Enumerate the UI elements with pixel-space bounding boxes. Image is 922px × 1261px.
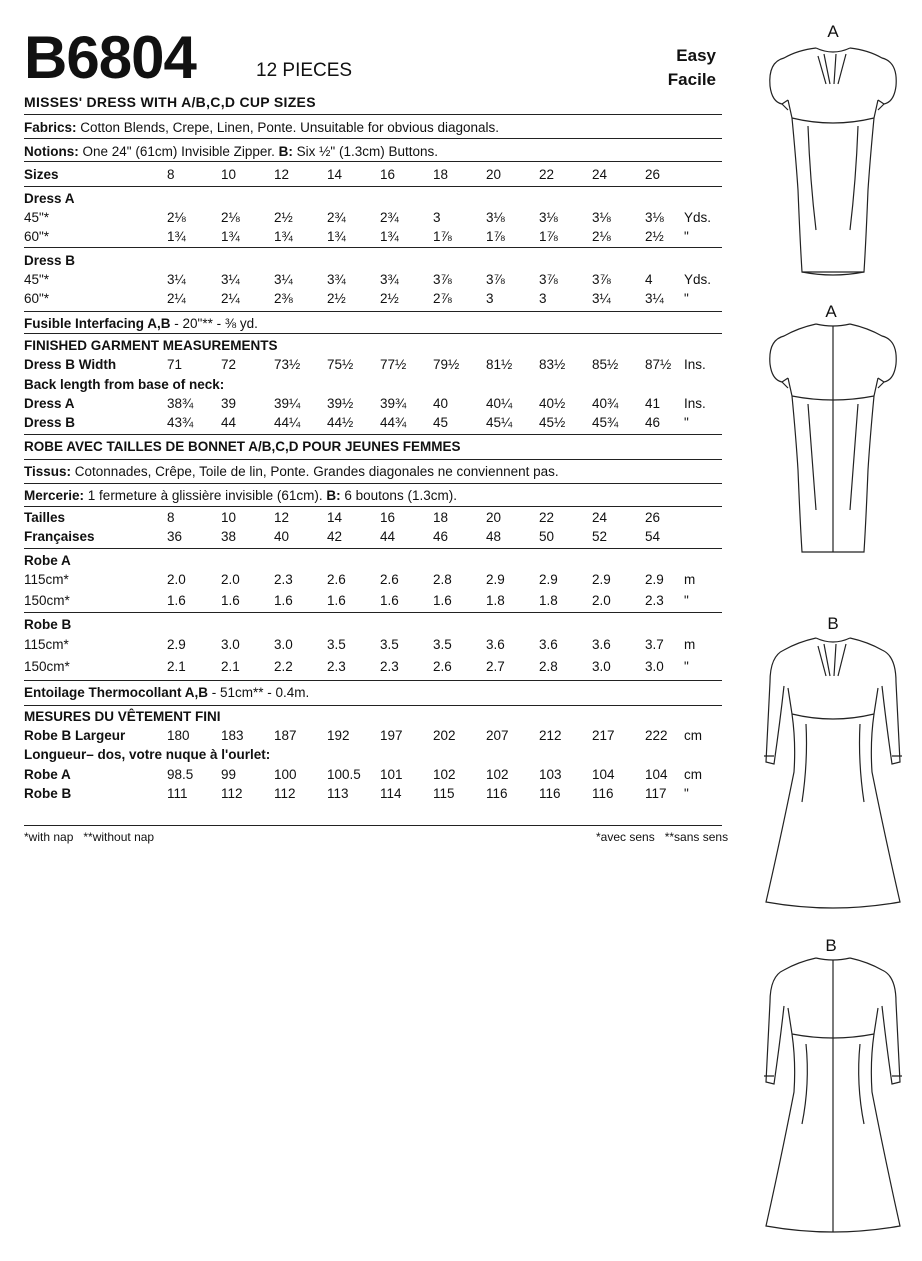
size-value-cell: 42: [327, 529, 343, 544]
dress-a-60-row: [24, 227, 722, 246]
size-value-cell: 87½: [645, 357, 672, 372]
fabric-width-label: 60"*: [24, 291, 50, 306]
size-value-cell: 46: [433, 529, 449, 544]
size-value-cell: 2⅛: [221, 210, 240, 225]
size-value-cell: 1¾: [327, 229, 346, 244]
size-value-cell: 10: [221, 167, 237, 182]
divider: [24, 548, 722, 549]
robe-b-heading: [24, 615, 722, 634]
fabric-width-label: 60"*: [24, 229, 50, 244]
size-value-cell: 40¾: [592, 396, 619, 411]
dress-b-width-row: [24, 355, 722, 374]
dress-b-heading: [24, 251, 722, 270]
mercerie-label: Mercerie:: [24, 488, 85, 503]
dress-a-front-illustration: [758, 40, 908, 280]
dress-b-45-row: [24, 270, 722, 289]
size-value-cell: 1.6: [327, 593, 346, 608]
size-value-cell: 1⅞: [539, 229, 558, 244]
robe-a-heading: [24, 551, 722, 570]
entoilage-line: [24, 683, 722, 702]
size-value-cell: 48: [486, 529, 502, 544]
unit-cell: cm: [684, 728, 702, 743]
size-value-cell: 3.5: [327, 637, 346, 652]
size-value-cell: 12: [274, 510, 290, 525]
longueur-heading: [24, 745, 722, 764]
size-value-cell: 3¾: [327, 272, 346, 287]
robe-b-115-row: [24, 635, 722, 654]
size-value-cell: 1.6: [221, 593, 240, 608]
unit-cell: ": [684, 659, 689, 674]
difficulty-rating: [660, 44, 716, 92]
back-length-label: Back length from base of neck:: [24, 377, 225, 392]
fabrics-label: Fabrics:: [24, 120, 77, 135]
size-value-cell: 99: [221, 767, 237, 782]
size-value-cell: 3.0: [645, 659, 664, 674]
unit-cell: Ins.: [684, 357, 706, 372]
size-value-cell: 2½: [274, 210, 293, 225]
largeur-label: Robe B Largeur: [24, 728, 126, 743]
francaises-row: [24, 527, 722, 546]
size-value-cell: 14: [327, 167, 343, 182]
fabric-width-label: 45"*: [24, 272, 50, 287]
size-value-cell: 40½: [539, 396, 566, 411]
size-value-cell: 112: [274, 786, 296, 801]
length-a-label: Dress A: [24, 396, 75, 411]
size-value-cell: 81½: [486, 357, 513, 372]
size-value-cell: 83½: [539, 357, 566, 372]
size-value-cell: 2.3: [327, 659, 346, 674]
size-value-cell: 3.6: [592, 637, 611, 652]
size-value-cell: 2.1: [221, 659, 240, 674]
fabrics-text: Cotton Blends, Crepe, Linen, Ponte. Unsuitable for obvious diagonals.: [76, 120, 500, 135]
size-value-cell: 202: [433, 728, 456, 743]
notions-label: Notions:: [24, 144, 79, 159]
size-value-cell: 104: [645, 767, 668, 782]
size-value-cell: 44: [380, 529, 396, 544]
size-value-cell: 54: [645, 529, 661, 544]
french-title: [24, 437, 722, 456]
length-b-label: Dress B: [24, 415, 76, 430]
size-value-cell: 43¾: [167, 415, 194, 430]
robe-a-label: Robe A: [24, 553, 71, 568]
robe-b-150-row: [24, 657, 722, 676]
size-value-cell: 2.9: [539, 572, 558, 587]
size-value-cell: 3.5: [380, 637, 399, 652]
size-value-cell: 111: [167, 786, 188, 801]
fabric-width-label: 150cm*: [24, 659, 70, 674]
dress-b-front-illustration: [758, 632, 908, 914]
size-value-cell: 2.3: [645, 593, 664, 608]
size-value-cell: 41: [645, 396, 661, 411]
fabrics-line: [24, 118, 722, 137]
size-value-cell: 222: [645, 728, 668, 743]
size-value-cell: 2⅞: [433, 291, 452, 306]
size-value-cell: 1¾: [380, 229, 399, 244]
dress-b-60-row: [24, 289, 722, 308]
size-value-cell: 2.0: [221, 572, 240, 587]
size-value-cell: 8: [167, 167, 175, 182]
divider: [24, 483, 722, 484]
divider: [24, 825, 722, 826]
view-label: A: [825, 302, 837, 321]
size-value-cell: 40: [433, 396, 449, 411]
longueur-label: Longueur– dos, votre nuque à l'ourlet:: [24, 747, 271, 762]
divider: [24, 247, 722, 248]
fabric-width-label: 45"*: [24, 210, 50, 225]
size-value-cell: 18: [433, 167, 449, 182]
notions-text: One 24" (61cm) Invisible Zipper.: [78, 144, 279, 159]
size-value-cell: 36: [167, 529, 183, 544]
size-value-cell: 3⅞: [592, 272, 611, 287]
size-value-cell: 2½: [380, 291, 399, 306]
size-value-cell: 180: [167, 728, 190, 743]
divider: [24, 138, 722, 139]
view-label: B: [825, 936, 837, 955]
size-value-cell: 3.0: [221, 637, 240, 652]
size-value-cell: 1.6: [433, 593, 452, 608]
size-value-cell: 1.6: [167, 593, 186, 608]
entoilage-label: Entoilage Thermocollant A,B: [24, 685, 209, 700]
size-value-cell: 2.9: [592, 572, 611, 587]
fabric-width-label: 150cm*: [24, 593, 70, 608]
size-value-cell: 101: [380, 767, 403, 782]
longueur-a-label: Robe A: [24, 767, 71, 782]
size-value-cell: 112: [221, 786, 243, 801]
size-value-cell: 44½: [327, 415, 354, 430]
largeur-row: [24, 726, 722, 745]
unit-cell: Ins.: [684, 396, 706, 411]
size-value-cell: 114: [380, 786, 402, 801]
footnote-french: *avec sens **sans sens: [596, 830, 729, 844]
view-label: B: [827, 614, 839, 633]
size-value-cell: 2¾: [380, 210, 399, 225]
tissus-text: Cotonnades, Crêpe, Toile de lin, Ponte. Grandes diagonales ne conviennent pas.: [71, 464, 559, 479]
divider: [24, 612, 722, 613]
size-value-cell: 3¼: [221, 272, 240, 287]
tailles-label: Tailles: [24, 510, 66, 525]
size-value-cell: 2.1: [167, 659, 186, 674]
longueur-a-row: [24, 765, 722, 784]
size-value-cell: 1¾: [167, 229, 186, 244]
pattern-number: B6804: [24, 24, 196, 91]
mesures-heading: [24, 707, 722, 726]
size-value-cell: 26: [645, 510, 661, 525]
size-value-cell: 39½: [327, 396, 354, 411]
size-value-cell: 2⅛: [167, 210, 186, 225]
size-value-cell: 2¼: [221, 291, 240, 306]
size-value-cell: 2⅛: [592, 229, 611, 244]
size-value-cell: 2.7: [486, 659, 505, 674]
size-value-cell: 1¾: [221, 229, 240, 244]
finished-heading: [24, 336, 722, 355]
notions-line: [24, 142, 722, 161]
size-value-cell: 72: [221, 357, 237, 372]
size-value-cell: 44¾: [380, 415, 407, 430]
size-value-cell: 22: [539, 510, 555, 525]
size-value-cell: 2.9: [486, 572, 505, 587]
size-value-cell: 2.0: [592, 593, 611, 608]
dress-a-45-row: [24, 208, 722, 227]
size-value-cell: 18: [433, 510, 449, 525]
size-value-cell: 20: [486, 510, 502, 525]
fusible-text: - 20"** - ⅜ yd.: [170, 316, 258, 331]
finished-label: FINISHED GARMENT MEASUREMENTS: [24, 338, 278, 353]
robe-a-150-row: [24, 591, 722, 610]
size-value-cell: 102: [486, 767, 509, 782]
divider: [24, 161, 722, 162]
size-value-cell: 3⅛: [645, 210, 664, 225]
size-value-cell: 1¾: [274, 229, 293, 244]
size-value-cell: 2.9: [167, 637, 186, 652]
unit-cell: ": [684, 786, 689, 801]
mesures-label: MESURES DU VÊTEMENT FINI: [24, 709, 221, 724]
size-value-cell: 1.8: [486, 593, 505, 608]
fabric-width-label: 115cm*: [24, 637, 69, 652]
size-value-cell: 75½: [327, 357, 354, 372]
unit-cell: Yds.: [684, 210, 712, 225]
divider: [24, 680, 722, 681]
size-value-cell: 116: [539, 786, 561, 801]
size-value-cell: 3: [486, 291, 494, 306]
size-value-cell: 22: [539, 167, 555, 182]
size-value-cell: 187: [274, 728, 297, 743]
size-value-cell: 24: [592, 167, 608, 182]
size-value-cell: 207: [486, 728, 509, 743]
size-value-cell: 2½: [645, 229, 664, 244]
size-value-cell: 3.7: [645, 637, 664, 652]
size-value-cell: 113: [327, 786, 349, 801]
size-value-cell: 3.6: [539, 637, 558, 652]
longueur-b-row: [24, 784, 722, 803]
unit-cell: ": [684, 593, 689, 608]
unit-cell: Yds.: [684, 272, 712, 287]
divider: [24, 506, 722, 507]
size-value-cell: 71: [167, 357, 183, 372]
size-value-cell: 3⅞: [433, 272, 452, 287]
dress-b-label: Dress B: [24, 253, 76, 268]
size-value-cell: 73½: [274, 357, 301, 372]
size-value-cell: 2.3: [274, 572, 293, 587]
entoilage-text: - 51cm** - 0.4m.: [208, 685, 310, 700]
size-value-cell: 183: [221, 728, 244, 743]
robe-b-label: Robe B: [24, 617, 72, 632]
divider: [24, 705, 722, 706]
size-value-cell: 217: [592, 728, 615, 743]
mercerie-text: 1 fermeture à glissière invisible (61cm).: [84, 488, 327, 503]
sizes-label: Sizes: [24, 167, 59, 182]
size-value-cell: 3.6: [486, 637, 505, 652]
fusible-label: Fusible Interfacing A,B: [24, 316, 171, 331]
size-value-cell: 2¾: [327, 210, 346, 225]
size-value-cell: 3.5: [433, 637, 452, 652]
tailles-row: [24, 508, 722, 527]
size-value-cell: 20: [486, 167, 502, 182]
tissus-line: [24, 462, 722, 481]
size-value-cell: 2.8: [539, 659, 558, 674]
size-value-cell: 38: [221, 529, 237, 544]
divider: [24, 459, 722, 460]
size-value-cell: 3⅞: [539, 272, 558, 287]
size-value-cell: 77½: [380, 357, 407, 372]
mercerie-b-text: 6 boutons (1.3cm).: [340, 488, 457, 503]
size-value-cell: 98.5: [167, 767, 194, 782]
size-value-cell: 1.6: [274, 593, 293, 608]
size-value-cell: 115: [433, 786, 455, 801]
size-value-cell: 1.6: [380, 593, 399, 608]
size-value-cell: 12: [274, 167, 290, 182]
size-value-cell: 45: [433, 415, 449, 430]
length-b-row: [24, 413, 722, 432]
size-value-cell: 2.6: [380, 572, 399, 587]
divider: [24, 333, 722, 334]
size-value-cell: 2.8: [433, 572, 452, 587]
size-value-cell: 103: [539, 767, 562, 782]
notions-b-text: Six ½" (1.3cm) Buttons.: [292, 144, 438, 159]
size-value-cell: 45¾: [592, 415, 619, 430]
size-value-cell: 117: [645, 786, 667, 801]
size-value-cell: 2.2: [274, 659, 293, 674]
size-value-cell: 3¼: [592, 291, 611, 306]
unit-cell: ": [684, 415, 689, 430]
size-value-cell: 40: [274, 529, 290, 544]
size-value-cell: 3.0: [274, 637, 293, 652]
size-value-cell: 14: [327, 510, 343, 525]
divider: [24, 434, 722, 435]
size-value-cell: 2.6: [327, 572, 346, 587]
pattern-subtitle: MISSES' DRESS WITH A/B,C,D CUP SIZES: [24, 94, 316, 110]
difficulty-en: Easy: [676, 46, 716, 65]
size-value-cell: 45½: [539, 415, 566, 430]
mercerie-b-label: B:: [326, 488, 341, 503]
size-value-cell: 100.5: [327, 767, 361, 782]
size-value-cell: 3¾: [380, 272, 399, 287]
size-value-cell: 3¼: [167, 272, 186, 287]
size-value-cell: 3: [433, 210, 441, 225]
size-value-cell: 45¼: [486, 415, 513, 430]
size-value-cell: 3⅛: [486, 210, 505, 225]
divider: [24, 311, 722, 312]
divider: [24, 114, 722, 115]
size-value-cell: 3¼: [274, 272, 293, 287]
notions-b-label: B:: [278, 144, 293, 159]
divider: [24, 186, 722, 187]
size-value-cell: 38¾: [167, 396, 194, 411]
size-value-cell: 3: [539, 291, 547, 306]
french-title-text: ROBE AVEC TAILLES DE BONNET A/B,C,D POUR JEUNES FEMMES: [24, 439, 461, 454]
size-value-cell: 40¼: [486, 396, 513, 411]
dress-b-back-illustration: [758, 954, 908, 1238]
sizes-row: [24, 165, 722, 184]
unit-cell: ": [684, 291, 689, 306]
size-value-cell: 2¼: [167, 291, 186, 306]
size-value-cell: 3¼: [645, 291, 664, 306]
dress-a-heading: [24, 189, 722, 208]
size-value-cell: 197: [380, 728, 403, 743]
unit-cell: m: [684, 637, 696, 652]
size-value-cell: 116: [592, 786, 614, 801]
size-value-cell: 102: [433, 767, 456, 782]
unit-cell: cm: [684, 767, 702, 782]
size-value-cell: 26: [645, 167, 661, 182]
fabric-width-label: 115cm*: [24, 572, 69, 587]
longueur-b-label: Robe B: [24, 786, 72, 801]
difficulty-fr: Facile: [667, 70, 716, 89]
size-value-cell: 39: [221, 396, 237, 411]
size-value-cell: 3⅞: [486, 272, 505, 287]
size-value-cell: 46: [645, 415, 661, 430]
width-label: Dress B Width: [24, 357, 117, 372]
size-value-cell: 52: [592, 529, 608, 544]
size-value-cell: 192: [327, 728, 350, 743]
size-value-cell: 212: [539, 728, 562, 743]
size-value-cell: 2.9: [645, 572, 664, 587]
size-value-cell: 2.6: [433, 659, 452, 674]
tissus-label: Tissus:: [24, 464, 72, 479]
size-value-cell: 116: [486, 786, 508, 801]
size-value-cell: 2⅜: [274, 291, 293, 306]
size-value-cell: 4: [645, 272, 653, 287]
footnote-english: *with nap **without nap: [24, 830, 155, 844]
unit-cell: ": [684, 229, 689, 244]
size-value-cell: 24: [592, 510, 608, 525]
unit-cell: m: [684, 572, 696, 587]
size-value-cell: 16: [380, 167, 396, 182]
size-value-cell: 39¾: [380, 396, 407, 411]
dress-a-label: Dress A: [24, 191, 75, 206]
size-value-cell: 39¼: [274, 396, 301, 411]
mercerie-line: [24, 486, 722, 505]
dress-a-back-illustration: [758, 320, 908, 560]
francaises-label: Françaises: [24, 529, 95, 544]
size-value-cell: 10: [221, 510, 237, 525]
robe-a-115-row: [24, 570, 722, 589]
size-value-cell: 3⅛: [539, 210, 558, 225]
piece-count: 12 PIECES: [256, 60, 353, 81]
back-length-heading: [24, 375, 722, 394]
size-value-cell: 79½: [433, 357, 460, 372]
size-value-cell: 16: [380, 510, 396, 525]
size-value-cell: 85½: [592, 357, 619, 372]
fusible-line: [24, 314, 722, 333]
size-value-cell: 8: [167, 510, 175, 525]
size-value-cell: 3.0: [592, 659, 611, 674]
size-value-cell: 1⅞: [486, 229, 505, 244]
size-value-cell: 1⅞: [433, 229, 452, 244]
size-value-cell: 2.0: [167, 572, 186, 587]
size-value-cell: 44¼: [274, 415, 301, 430]
view-label: A: [827, 22, 839, 41]
size-value-cell: 3⅛: [592, 210, 611, 225]
size-value-cell: 104: [592, 767, 615, 782]
length-a-row: [24, 394, 722, 413]
size-value-cell: 100: [274, 767, 297, 782]
size-value-cell: 2½: [327, 291, 346, 306]
size-value-cell: 1.8: [539, 593, 558, 608]
size-value-cell: 44: [221, 415, 237, 430]
size-value-cell: 2.3: [380, 659, 399, 674]
size-value-cell: 50: [539, 529, 555, 544]
